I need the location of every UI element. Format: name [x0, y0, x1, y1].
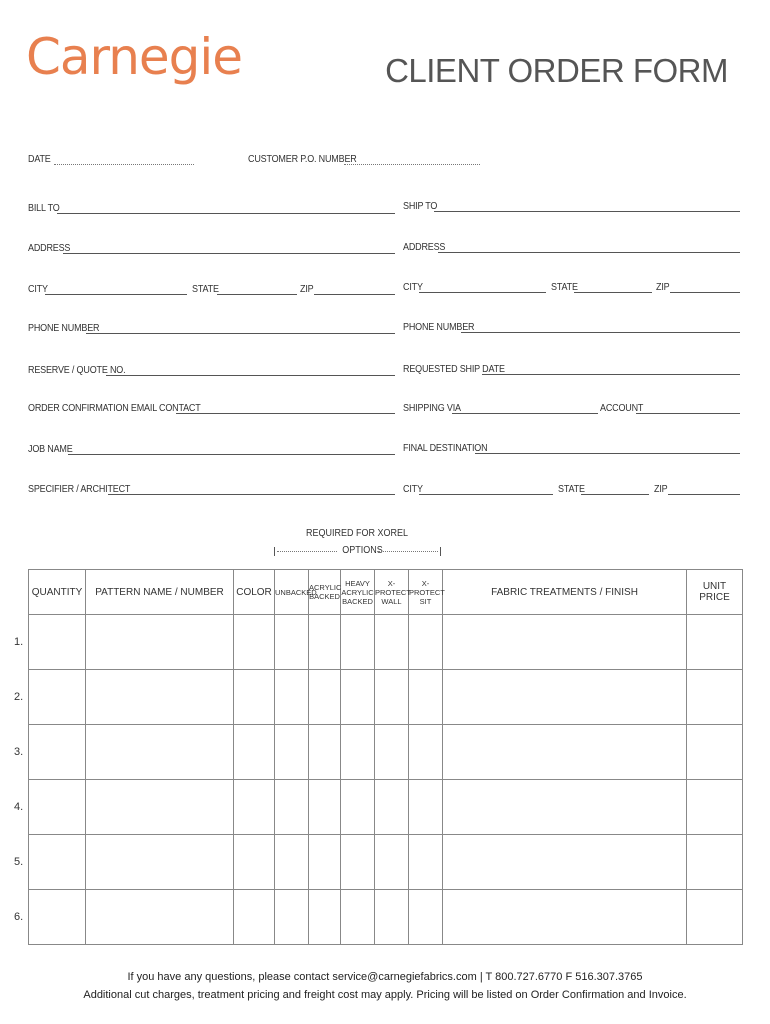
table-row: [29, 725, 743, 780]
zip-left-label: ZIP: [300, 284, 314, 295]
table-cell[interactable]: [687, 835, 743, 890]
col-fabric-treatments: FABRIC TREATMENTS / FINISH: [443, 570, 687, 615]
state-left-field[interactable]: [217, 294, 297, 295]
table-cell[interactable]: [443, 615, 687, 670]
row-number: 1.: [14, 636, 24, 648]
phone-left-field[interactable]: [86, 333, 395, 334]
table-cell[interactable]: [409, 670, 443, 725]
city-left-label: CITY: [28, 284, 48, 295]
table-cell[interactable]: [29, 725, 86, 780]
final-destination-label: FINAL DESTINATION: [403, 443, 488, 454]
date-label: DATE: [28, 154, 51, 165]
table-cell[interactable]: [86, 835, 234, 890]
table-cell[interactable]: [341, 890, 375, 945]
table-cell[interactable]: [29, 780, 86, 835]
row-number: 4.: [14, 801, 24, 813]
col-color: COLOR: [234, 570, 275, 615]
col-heavy-acrylic-backed: HEAVY ACRYLIC BACKED: [341, 570, 375, 615]
table-cell[interactable]: [687, 725, 743, 780]
col-unit-price: UNIT PRICE: [687, 570, 743, 615]
table-cell[interactable]: [309, 615, 341, 670]
table-row: [29, 615, 743, 670]
order-confirmation-email-field[interactable]: [176, 413, 395, 414]
table-cell[interactable]: [86, 615, 234, 670]
table-cell[interactable]: [275, 835, 309, 890]
options-label: OPTIONS: [342, 545, 383, 556]
zip-right-field[interactable]: [670, 292, 740, 293]
table-cell[interactable]: [234, 780, 275, 835]
table-cell[interactable]: [309, 780, 341, 835]
table-cell[interactable]: [234, 835, 275, 890]
table-cell[interactable]: [275, 780, 309, 835]
zip-bottom-field[interactable]: [668, 494, 740, 495]
footer-disclaimer: Additional cut charges, treatment pricing and freight cost may apply. Pricing will be listed on Order Confirmation and Invoice.: [83, 989, 687, 1001]
table-cell[interactable]: [409, 725, 443, 780]
order-confirmation-email-label: ORDER CONFIRMATION EMAIL CONTACT: [28, 403, 201, 414]
order-table: [28, 569, 743, 945]
reserve-quote-field[interactable]: [106, 375, 395, 376]
table-cell[interactable]: [275, 615, 309, 670]
row-number: 2.: [14, 691, 24, 703]
table-cell[interactable]: [409, 780, 443, 835]
job-name-label: JOB NAME: [28, 444, 73, 455]
phone-right-label: PHONE NUMBER: [403, 322, 475, 333]
requested-ship-date-label: REQUESTED SHIP DATE: [403, 364, 505, 375]
required-for-label: REQUIRED FOR XOREL: [305, 528, 409, 539]
job-name-field[interactable]: [68, 454, 395, 455]
table-cell[interactable]: [234, 670, 275, 725]
table-cell[interactable]: [375, 890, 409, 945]
col-pattern: PATTERN NAME / NUMBER: [86, 570, 234, 615]
table-cell[interactable]: [375, 780, 409, 835]
table-cell[interactable]: [687, 890, 743, 945]
table-cell[interactable]: [29, 615, 86, 670]
address-left-label: ADDRESS: [28, 243, 71, 254]
table-cell[interactable]: [443, 890, 687, 945]
city-bottom-field[interactable]: [419, 494, 553, 495]
table-cell[interactable]: [443, 835, 687, 890]
shipping-via-label: SHIPPING VIA: [403, 403, 461, 414]
final-destination-field[interactable]: [475, 453, 740, 454]
table-row: [29, 890, 743, 945]
specifier-architect-label: SPECIFIER / ARCHITECT: [28, 484, 131, 495]
table-cell[interactable]: [341, 780, 375, 835]
ship-to-field[interactable]: [434, 211, 740, 212]
state-bottom-field[interactable]: [581, 494, 649, 495]
table-cell[interactable]: [86, 780, 234, 835]
options-bracket: [274, 545, 441, 557]
date-field[interactable]: [54, 164, 194, 165]
table-cell[interactable]: [375, 670, 409, 725]
address-left-field[interactable]: [63, 253, 395, 254]
table-cell[interactable]: [375, 725, 409, 780]
table-cell[interactable]: [234, 615, 275, 670]
table-cell[interactable]: [443, 670, 687, 725]
table-cell[interactable]: [234, 725, 275, 780]
zip-left-field[interactable]: [314, 294, 395, 295]
table-cell[interactable]: [687, 670, 743, 725]
table-cell[interactable]: [29, 835, 86, 890]
state-right-field[interactable]: [574, 292, 652, 293]
address-right-field[interactable]: [438, 252, 740, 253]
customer-po-field[interactable]: [344, 164, 480, 165]
city-left-field[interactable]: [45, 294, 187, 295]
table-cell[interactable]: [443, 780, 687, 835]
table-cell[interactable]: [375, 615, 409, 670]
form-title: CLIENT ORDER FORM: [385, 52, 728, 89]
ship-to-label: SHIP TO: [403, 201, 438, 212]
table-cell[interactable]: [86, 725, 234, 780]
table-cell[interactable]: [341, 725, 375, 780]
carnegie-logo: Carnegie: [26, 28, 243, 86]
phone-left-label: PHONE NUMBER: [28, 323, 100, 334]
account-field[interactable]: [636, 413, 740, 414]
table-cell[interactable]: [341, 835, 375, 890]
shipping-via-field[interactable]: [452, 413, 598, 414]
table-row: [29, 780, 743, 835]
specifier-architect-field[interactable]: [108, 494, 395, 495]
city-bottom-label: CITY: [403, 484, 423, 495]
zip-bottom-label: ZIP: [654, 484, 668, 495]
table-cell[interactable]: [309, 835, 341, 890]
col-acrylic-backed: ACRYLIC BACKED: [309, 570, 341, 615]
bill-to-field[interactable]: [57, 213, 395, 214]
table-cell[interactable]: [309, 725, 341, 780]
col-unbacked: UNBACKED: [275, 570, 309, 615]
col-quantity: QUANTITY: [29, 570, 86, 615]
table-cell[interactable]: [86, 890, 234, 945]
customer-po-label: CUSTOMER P.O. NUMBER: [248, 154, 357, 165]
table-cell[interactable]: [275, 725, 309, 780]
table-cell[interactable]: [29, 890, 86, 945]
row-number: 6.: [14, 911, 24, 923]
table-cell[interactable]: [309, 890, 341, 945]
reserve-quote-label: RESERVE / QUOTE NO.: [28, 365, 126, 376]
table-cell[interactable]: [234, 890, 275, 945]
col-xprotect-sit: X-PROTECT SIT: [409, 570, 443, 615]
table-cell[interactable]: [275, 670, 309, 725]
zip-right-label: ZIP: [656, 282, 670, 293]
table-cell[interactable]: [29, 670, 86, 725]
table-cell[interactable]: [409, 835, 443, 890]
table-cell[interactable]: [341, 615, 375, 670]
account-label: ACCOUNT: [600, 403, 644, 414]
city-right-label: CITY: [403, 282, 423, 293]
state-bottom-label: STATE: [558, 484, 585, 495]
table-cell[interactable]: [409, 615, 443, 670]
footer-contact: If you have any questions, please contact service@carnegiefabrics.com | T 800.727.6770 F 516.307.3765: [127, 971, 643, 983]
table-cell[interactable]: [86, 670, 234, 725]
bill-to-label: BILL TO: [28, 203, 60, 214]
table-cell[interactable]: [275, 890, 309, 945]
row-number: 5.: [14, 856, 24, 868]
row-number: 3.: [14, 746, 24, 758]
requested-ship-date-field[interactable]: [482, 374, 740, 375]
table-cell[interactable]: [687, 615, 743, 670]
city-right-field[interactable]: [419, 292, 546, 293]
table-row: [29, 835, 743, 890]
table-cell[interactable]: [687, 780, 743, 835]
phone-right-field[interactable]: [461, 332, 740, 333]
table-cell[interactable]: [309, 670, 341, 725]
state-right-label: STATE: [551, 282, 578, 293]
table-cell[interactable]: [443, 725, 687, 780]
table-cell[interactable]: [341, 670, 375, 725]
state-left-label: STATE: [192, 284, 219, 295]
table-cell[interactable]: [409, 890, 443, 945]
table-row: [29, 670, 743, 725]
col-xprotect-wall: X-PROTECT WALL: [375, 570, 409, 615]
table-cell[interactable]: [375, 835, 409, 890]
address-right-label: ADDRESS: [403, 242, 446, 253]
